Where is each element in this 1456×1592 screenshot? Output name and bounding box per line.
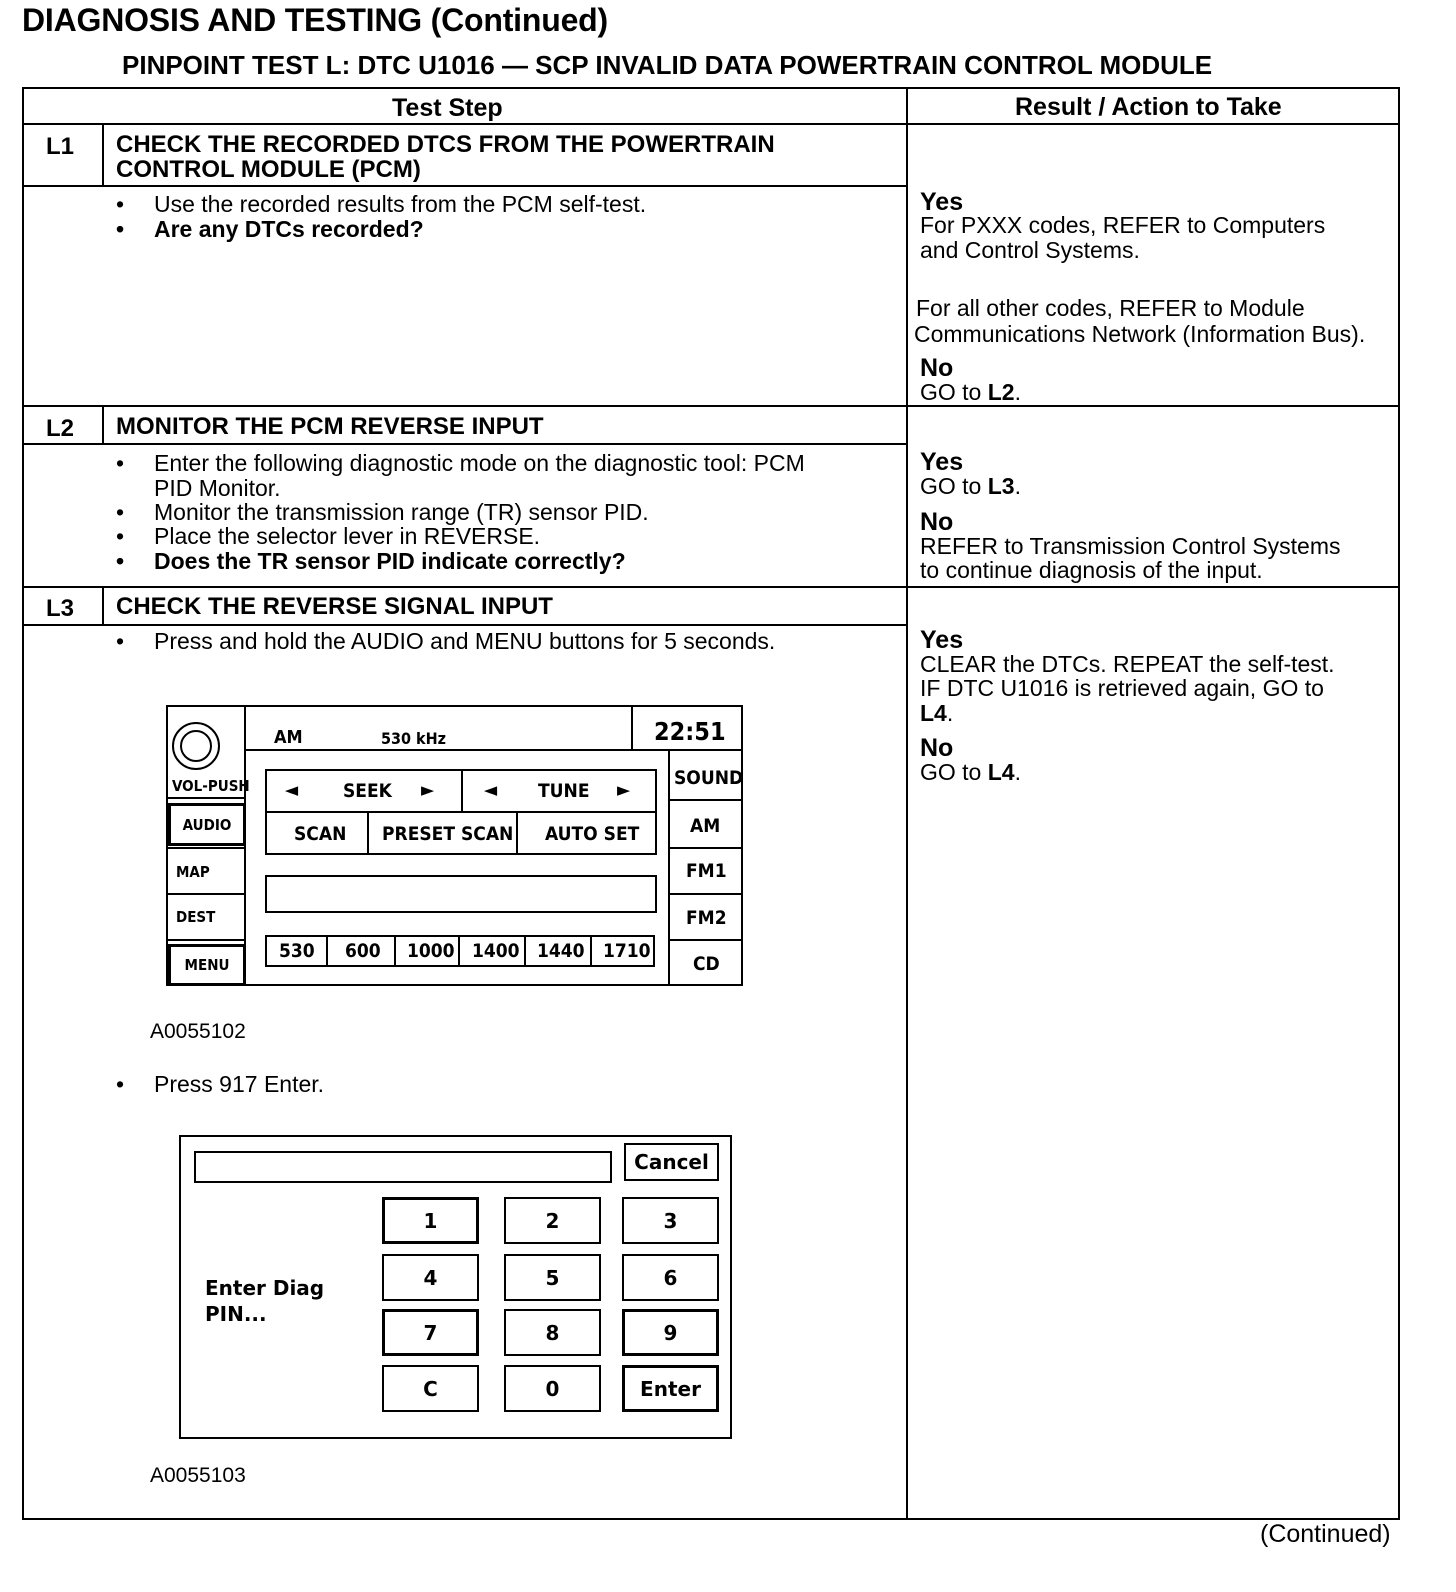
dest-button[interactable]: DEST: [176, 908, 216, 926]
seek-up-icon[interactable]: ►: [421, 779, 435, 801]
continued-label: (Continued): [1260, 1520, 1391, 1548]
menu-button[interactable]: MENU: [168, 944, 246, 986]
result-text: GO to L3.: [920, 473, 1021, 499]
figure-code-2: A0055103: [150, 1464, 246, 1487]
step-title-l1-line1: CHECK THE RECORDED DTCS FROM THE POWERTRAIN: [116, 131, 775, 158]
figure-code-1: A0055102: [150, 1020, 246, 1043]
row-divider-l3: [22, 586, 1400, 588]
preset-button-6[interactable]: 1710: [603, 940, 651, 962]
result-no-label: No: [920, 508, 954, 536]
key-1[interactable]: 1: [382, 1197, 479, 1244]
preset-button-2[interactable]: 600: [345, 940, 381, 962]
result-text: IF DTC U1016 is retrieved again, GO to: [920, 675, 1324, 701]
keypad-figure: [179, 1135, 732, 1439]
result-text: CLEAR the DTCs. REPEAT the self-test.: [920, 651, 1335, 677]
pin-input[interactable]: [194, 1151, 612, 1183]
fm2-button[interactable]: FM2: [686, 907, 727, 929]
column-divider: [906, 87, 908, 1520]
step-title-l2: MONITOR THE PCM REVERSE INPUT: [116, 413, 544, 440]
key-5[interactable]: 5: [504, 1254, 601, 1301]
result-yes-label: Yes: [920, 188, 964, 216]
l1-title-divider: [22, 185, 908, 187]
seek-down-icon[interactable]: ◄: [285, 779, 299, 801]
enter-button[interactable]: Enter: [622, 1365, 719, 1412]
sound-button[interactable]: SOUND: [674, 767, 744, 789]
key-6[interactable]: 6: [622, 1254, 719, 1301]
result-no-label: No: [920, 354, 954, 382]
step-id-l1: L1: [46, 133, 75, 160]
step-id-l2: L2: [46, 415, 75, 442]
key-8[interactable]: 8: [504, 1309, 601, 1356]
volume-knob[interactable]: [172, 722, 220, 770]
preset-button-5[interactable]: 1440: [537, 940, 585, 962]
l2-title-divider: [22, 443, 908, 445]
result-no-label: No: [920, 734, 954, 762]
radio-display-figure: [166, 705, 743, 986]
am-button[interactable]: AM: [690, 815, 721, 837]
scan-button[interactable]: SCAN: [294, 823, 347, 845]
cd-button[interactable]: CD: [693, 953, 720, 975]
cancel-button[interactable]: Cancel: [624, 1143, 719, 1181]
result-text: GO to L4.: [920, 759, 1021, 785]
result-yes-label: Yes: [920, 626, 964, 654]
map-button[interactable]: MAP: [176, 863, 210, 881]
preset-button-1[interactable]: 530: [279, 940, 315, 962]
key-3[interactable]: 3: [622, 1197, 719, 1244]
result-yes-label: Yes: [920, 448, 964, 476]
preset-button-4[interactable]: 1400: [472, 940, 520, 962]
frequency-display: 530 kHz: [381, 729, 447, 748]
preset-scan-button[interactable]: PRESET SCAN: [382, 823, 514, 845]
page-title: DIAGNOSIS AND TESTING (Continued): [22, 2, 608, 38]
header-test-step: Test Step: [392, 94, 503, 122]
pin-prompt-line1: Enter Diag: [205, 1276, 325, 1300]
key-2[interactable]: 2: [504, 1197, 601, 1244]
step-title-l1-line2: CONTROL MODULE (PCM): [116, 156, 421, 183]
band-display: AM: [274, 727, 303, 748]
row-divider-l2: [22, 405, 1400, 407]
tune-label: TUNE: [538, 780, 590, 802]
tune-up-icon[interactable]: ►: [617, 779, 631, 801]
result-text: For PXXX codes, REFER to Computers: [920, 212, 1326, 238]
l2-id-divider: [102, 405, 104, 444]
l3-title-divider: [22, 624, 908, 626]
preset-row: [265, 935, 655, 967]
result-text: REFER to Transmission Control Systems: [920, 533, 1341, 559]
header-divider: [22, 123, 1400, 125]
key-7[interactable]: 7: [382, 1309, 479, 1356]
seek-label: SEEK: [343, 780, 392, 802]
key-9[interactable]: 9: [622, 1309, 719, 1356]
radio-text-display: [265, 875, 657, 913]
result-text: GO to L2.: [920, 379, 1021, 405]
result-text: L4.: [920, 700, 954, 726]
result-text: and Control Systems.: [920, 237, 1140, 263]
list-item-continuation: PID Monitor.: [154, 475, 281, 501]
auto-set-button[interactable]: AUTO SET: [545, 823, 640, 845]
l1-id-divider: [102, 123, 104, 186]
pin-prompt-line2: PIN...: [205, 1302, 267, 1326]
fm1-button[interactable]: FM1: [686, 860, 727, 882]
header-result: Result / Action to Take: [1015, 93, 1282, 121]
result-text: For all other codes, REFER to Module: [916, 295, 1305, 321]
result-text: Communications Network (Information Bus).: [914, 321, 1366, 347]
clock-display: 22:51: [654, 717, 726, 746]
step-title-l3: CHECK THE REVERSE SIGNAL INPUT: [116, 593, 553, 620]
l3-id-divider: [102, 586, 104, 625]
step-id-l3: L3: [46, 595, 75, 622]
pinpoint-test-title: PINPOINT TEST L: DTC U1016 — SCP INVALID DATA POWERTRAIN CONTROL MODULE: [122, 50, 1213, 80]
key-0[interactable]: 0: [504, 1365, 601, 1412]
result-text: to continue diagnosis of the input.: [920, 557, 1263, 583]
preset-button-3[interactable]: 1000: [407, 940, 455, 962]
key-4[interactable]: 4: [382, 1254, 479, 1301]
key-c[interactable]: C: [382, 1365, 479, 1412]
vol-push-label: VOL-PUSH: [172, 777, 250, 795]
tune-down-icon[interactable]: ◄: [484, 779, 498, 801]
audio-button[interactable]: AUDIO: [168, 803, 246, 846]
